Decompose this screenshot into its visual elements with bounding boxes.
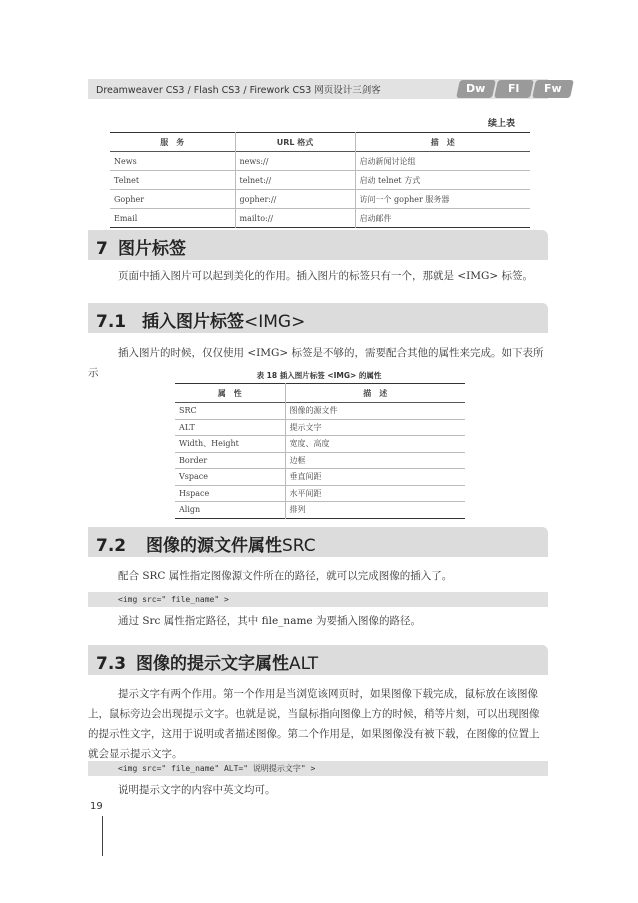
table-cell: Align bbox=[179, 505, 201, 515]
table-header: URL 格式 bbox=[235, 133, 355, 152]
table-row bbox=[110, 152, 530, 171]
table-cell: 提示文字 bbox=[285, 419, 465, 436]
table-cell: mailto:// bbox=[235, 209, 355, 228]
table-row bbox=[175, 502, 465, 519]
section-title: 图像的提示文字属性 bbox=[136, 654, 289, 674]
running-header bbox=[88, 79, 562, 99]
continued-label: 续上表 bbox=[488, 119, 516, 129]
paragraph: 通过 Src 属性指定路径，其中 file_name 为要插入图像的路径。 bbox=[118, 615, 421, 627]
table-cell: 排列 bbox=[285, 502, 465, 519]
section-title-tail: <IMG> bbox=[244, 312, 306, 332]
section-number: 7.1 bbox=[96, 312, 127, 332]
section-heading-7-3 bbox=[88, 645, 548, 675]
dreamweaver-badge-icon: Dw bbox=[456, 80, 496, 98]
table-row bbox=[110, 209, 530, 228]
section-number: 7 bbox=[96, 239, 108, 259]
section-title: 图片标签 bbox=[118, 239, 186, 259]
table-cell: Border bbox=[175, 452, 285, 469]
code-block: <img src=" file_name" > bbox=[88, 592, 548, 607]
table-cell: 水平间距 bbox=[285, 485, 465, 502]
table-header: 描 述 bbox=[285, 384, 465, 403]
table-header: 描 述 bbox=[355, 133, 530, 152]
table-caption: 表 18 插入图片标签 <IMG> 的属性 bbox=[256, 371, 382, 380]
table-header: 服 务 bbox=[160, 137, 185, 147]
paragraph: 提示文字有两个作用。第一个作用是当浏览该网页时，如果图像下载完成，鼠标放在该图像上，鼠标旁边会出现提示文字。也就是说，当鼠标指向图像上方的时候，稍等片刻，可以出现图像的提示性文字，这用于说明或者描述图像。第二个作用是，如果图像没有被下载，在图像的位置上就会显示提示文字。 bbox=[88, 688, 540, 760]
table-cell: 图像的源文件 bbox=[285, 403, 465, 420]
table-cell: gopher:// bbox=[235, 190, 355, 209]
flash-badge-icon: Fl bbox=[494, 80, 534, 98]
table-row bbox=[175, 436, 465, 453]
table-cell: 启动新闻讨论组 bbox=[355, 152, 530, 171]
table-header-row bbox=[175, 384, 465, 403]
section-number: 7.2 bbox=[96, 536, 127, 556]
table-cell: Width、Height bbox=[175, 436, 285, 453]
img-attributes-table bbox=[175, 383, 465, 519]
section-heading-7 bbox=[88, 230, 548, 260]
table-row bbox=[175, 452, 465, 469]
page-number-rule bbox=[102, 816, 103, 856]
table-cell: Telnet bbox=[110, 171, 235, 190]
fireworks-badge-icon: Fw bbox=[532, 80, 574, 98]
table-cell: Gopher bbox=[110, 190, 235, 209]
section-heading-7-1 bbox=[88, 303, 548, 333]
table-cell: 宽度、高度 bbox=[285, 436, 465, 453]
section-title: 插入图片标签 bbox=[142, 312, 244, 332]
section-heading-7-2 bbox=[88, 527, 548, 557]
paragraph: 页面中插入图片可以起到美化的作用。插入图片的标签只有一个，那就是 <IMG> 标签。 bbox=[118, 270, 534, 282]
table-cell: Hspace bbox=[175, 485, 285, 502]
table-cell: 访问一个 gopher 服务器 bbox=[355, 190, 530, 209]
table-row bbox=[110, 171, 530, 190]
table-cell: News bbox=[110, 152, 235, 171]
section-title-tail: ALT bbox=[289, 654, 319, 674]
url-format-table bbox=[110, 132, 530, 228]
table-cell: 启动邮件 bbox=[355, 209, 530, 228]
table-cell: Email bbox=[114, 213, 138, 223]
paragraph: 插入图片的时候，仅仅使用 <IMG> 标签是不够的，需要配合其他的属性来完成。如下表所示 bbox=[88, 347, 544, 379]
table-cell: news:// bbox=[235, 152, 355, 171]
table-cell: 启动 telnet 方式 bbox=[355, 171, 530, 190]
page-number: 19 bbox=[90, 801, 103, 812]
table-cell: Vspace bbox=[175, 469, 285, 486]
table-cell: SRC bbox=[175, 403, 285, 420]
section-title-tail: SRC bbox=[282, 536, 316, 556]
paragraph: 配合 SRC 属性指定图像源文件所在的路径，就可以完成图像的插入了。 bbox=[118, 570, 453, 582]
table-row bbox=[175, 469, 465, 486]
table-header: 属 性 bbox=[217, 388, 242, 398]
table-row bbox=[110, 190, 530, 209]
header-title: Dreamweaver CS3 / Flash CS3 / Firework CS3 网页设计三剑客 bbox=[96, 85, 381, 96]
section-title: 图像的源文件属性 bbox=[146, 536, 282, 556]
table-cell: telnet:// bbox=[235, 171, 355, 190]
table-cell: 垂直间距 bbox=[285, 469, 465, 486]
section-number: 7.3 bbox=[96, 654, 127, 674]
table-cell: 边框 bbox=[285, 452, 465, 469]
table-row bbox=[175, 403, 465, 420]
code-block: <img src=" file_name" ALT=" 说明提示文字" > bbox=[88, 761, 548, 776]
paragraph: 说明提示文字的内容中英文均可。 bbox=[118, 784, 276, 796]
table-header-row bbox=[110, 133, 530, 152]
table-cell: ALT bbox=[175, 419, 285, 436]
table-row bbox=[175, 485, 465, 502]
table-row bbox=[175, 419, 465, 436]
